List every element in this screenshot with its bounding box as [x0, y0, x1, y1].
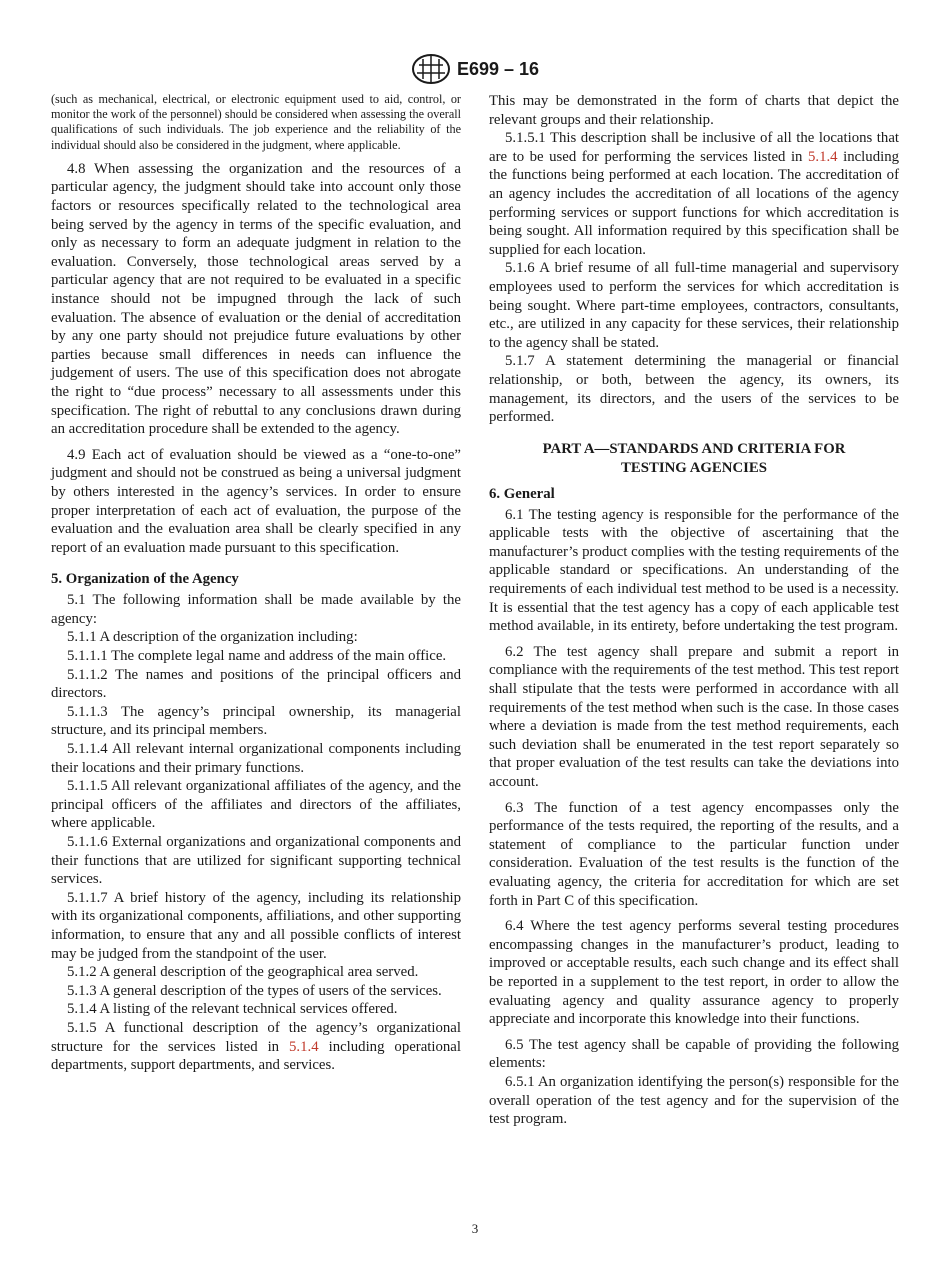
standard-designation: E699 – 16 — [456, 58, 540, 79]
paragraph-5-1-5: 5.1.5 A functional description of the agency’s organizational structure for the services listed in 5.1.4 including operational departments, support departments, and services. — [51, 1019, 461, 1074]
paragraph-5-1-7: 5.1.7 A statement determining the managerial or financial relationship, or both, between the agency, its owners, its management, its directors, and the users of the services to be performed. — [489, 353, 899, 426]
paragraph-6-4: 6.4 Where the test agency performs several testing procedures encompassing changes in the manufacturer’s product, leading to improved or acceptable results, each such change and its effect shall be reported in a supplement to the test report, in order to allow the evaluating agency and quality assurance agency to properly appreciate and incorporate this knowledge into their functions. — [489, 918, 899, 1028]
paragraph-5-1-5-continued: This may be demonstrated in the form of charts that depict the relevant groups and their relationship. — [489, 93, 899, 128]
paragraph-6-5-1: 6.5.1 An organization identifying the person(s) responsible for the overall operation of the test agency and for the supervision of the test program. — [489, 1073, 899, 1128]
section-6-heading: 6. General — [489, 485, 555, 502]
paragraph-4-8: 4.8 When assessing the organization and the resources of a particular agency, the judgment should take into account only those factors or resources specifically related to the technological area being served by the agency in terms of the specific evaluation, and only as necessary to form an adequate judgment in relation to the evaluation. Conversely, those technological areas served by a particular agency that are not required to be evaluated in a specific instance should not be impugned through the lack of such evaluation. The absence of evaluation or the denial of accreditation by any one party should not prejudice future evaluations by other parties because small differences in needs can influence the judgement of users. The use of this specification does not abrogate the right to “due process” necessary to all assessments under this specification. The right of rebuttal to any conclusions drawn during an accreditation procedure shall be extended to the agency. — [51, 160, 461, 438]
paragraph-5-1-1-1: 5.1.1.1 The complete legal name and address of the main office. — [67, 648, 447, 665]
section-5-heading: 5. Organization of the Agency — [51, 571, 239, 588]
part-a-heading: PART A—STANDARDS AND CRITERIA FOR TESTING AGENCIES — [542, 440, 846, 476]
paragraph-5-1-1-3: 5.1.1.3 The agency’s principal ownership, its managerial structure, and its principal members. — [51, 703, 461, 739]
paragraph-5-1-1-4: 5.1.1.4 All relevant internal organizational components including their locations and their primary functions. — [51, 741, 461, 776]
paragraph-6-5: 6.5 The test agency shall be capable of providing the following elements: — [489, 1036, 899, 1072]
paragraph-5-1-5-1: 5.1.5.1 This description shall be inclusive of all the locations that are to be used for performing the services listed in 5.1.4 including the functions being performed at each location. The accreditation of an agency includes the accreditation of all locations of the agency performing services or support functions for which accreditation is being sought. All information required by this specification shall be supplied for each location. — [489, 130, 900, 258]
paragraph-4-7-continued: (such as mechanical, electrical, or electronic equipment used to aid, control, or monitor the work of the personnel) should be considered when assessing the overall qualifications of such individuals. The job experience and the reliability of the individual should also be considered in the judgment, where applicable. — [51, 92, 461, 152]
paragraph-5-1-6: 5.1.6 A brief resume of all full-time managerial and supervisory employees used to perform the services for which accreditation is being sought. Where part-time employees, contractors, consultants, etc., are utilized in any capacity for these services, their relationship to the agency shall be stated. — [489, 260, 899, 351]
paragraph-5-1-3: 5.1.3 A general description of the types of users of the services. — [67, 982, 442, 999]
cross-reference-link[interactable]: 5.1.4 — [289, 1038, 319, 1055]
paragraph-5-1-1-5: 5.1.1.5 All relevant organizational affiliates of the agency, and the principal officers of the affiliates and directors of the affiliates, where applicable. — [51, 778, 461, 832]
paragraph-5-1-1-2: 5.1.1.2 The names and positions of the principal officers and directors. — [51, 666, 461, 702]
page-header — [0, 52, 950, 86]
paragraph-5-1-1-7: 5.1.1.7 A brief history of the agency, including its relationship with its organizational components, affiliations, and other supporting information, to ensure that any and all possible conflicts of interest may be judged from the standpoint of the user. — [51, 889, 461, 962]
page-number: 3 — [471, 1221, 479, 1236]
paragraph-6-2: 6.2 The test agency shall prepare and submit a report in compliance with the requirements of the test method. This test report shall stipulate that the tests were performed in accordance with all requirements of the test method when such is the case. In those cases where a deviation is made from the test method requirements, each such deviation shall be enumerated in the test report separately so that proper evaluation of the test results can take the deviations into account. — [489, 643, 899, 790]
paragraph-6-1: 6.1 The testing agency is responsible for the performance of the applicable tests with the objective of ascertaining that the manufacturer’s product complies with the testing requirements of the applicable standard or specifications. An understanding of the requirements of each individual test method to be used is a necessity. It is essential that the test agency has a copy of each applicable test method available, in its entirety, before undertaking the test program. — [489, 506, 899, 635]
paragraph-5-1-1-6: 5.1.1.6 External organizations and organizational components and their functions that are utilized for significant supporting technical services. — [51, 834, 461, 888]
astm-logo-icon — [411, 53, 451, 85]
paragraph-5-1-4: 5.1.4 A listing of the relevant technical services offered. — [67, 1001, 398, 1018]
cross-reference-link[interactable]: 5.1.4 — [807, 148, 838, 165]
paragraph-5-1-1: 5.1.1 A description of the organization including: — [67, 629, 358, 646]
paragraph-6-3: 6.3 The function of a test agency encompasses only the performance of the tests required, the reporting of the results, and a statement of compliance to the particular function under consideration. Evaluation of the test results is the function of the evaluating agency, the criteria for accreditation for which are set forth in Part C of this specification. — [489, 799, 899, 909]
left-column — [51, 92, 461, 1075]
right-column — [489, 92, 899, 1129]
paragraph-5-1-2: 5.1.2 A general description of the geographical area served. — [67, 964, 419, 981]
paragraph-4-9: 4.9 Each act of evaluation should be viewed as a “one-to-one” judgment and should not be construed as being a universal judgment by others interested in the agency’s services. In order to ensure proper interpretation of each act of evaluation, the purpose of the evaluation and the evaluation area shall be clearly specified in any report of an evaluation made pursuant to this specification. — [51, 446, 461, 556]
paragraph-5-1: 5.1 The following information shall be made available by the agency: — [51, 592, 461, 627]
